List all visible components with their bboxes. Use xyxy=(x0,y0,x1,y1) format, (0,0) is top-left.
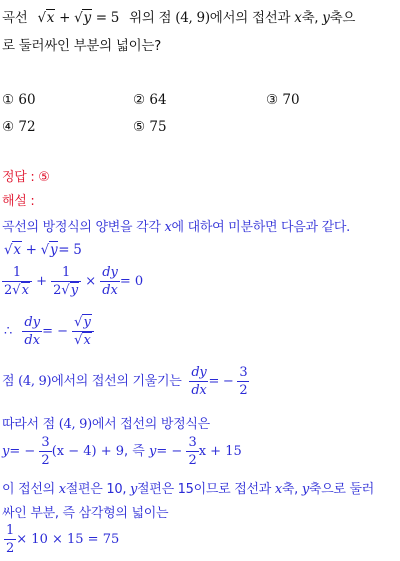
numerator: dy xyxy=(24,315,41,330)
slope-text: 에서의 접선의 기울기는 xyxy=(51,374,182,389)
option-value: 75 xyxy=(149,119,167,135)
numerator: 3 xyxy=(41,435,50,450)
var-y: y xyxy=(130,482,138,497)
numerator: dy xyxy=(191,365,207,380)
var-x: x xyxy=(164,220,172,235)
fraction-3-over-2 xyxy=(237,366,249,397)
var-y: y xyxy=(2,444,10,459)
sqrt-x: x xyxy=(21,283,29,298)
numerator: 1 xyxy=(6,523,15,538)
denominator: dx xyxy=(22,331,42,347)
numerator: dy xyxy=(102,265,118,280)
var-y: y xyxy=(301,482,309,497)
option-1[interactable] xyxy=(2,92,36,108)
option-2[interactable] xyxy=(133,92,167,108)
fraction-3-over-2 xyxy=(186,436,198,467)
point-coords: (4, 9) xyxy=(175,10,210,26)
option-marker: ⑤ xyxy=(133,119,146,135)
denominator: 2 xyxy=(41,453,50,468)
plus-sign: + xyxy=(25,242,37,258)
denominator: dx xyxy=(189,381,208,397)
option-3[interactable] xyxy=(266,92,300,108)
question-text: 위의 점 xyxy=(129,10,172,26)
point-coords: (4, 9) xyxy=(58,417,92,432)
question-text: 에서의 접선과 xyxy=(209,10,291,26)
sqrt-y: y xyxy=(83,315,91,330)
explanation-label: 해설 : xyxy=(2,194,35,209)
separator-text: , 즉 xyxy=(124,444,145,459)
var-x: x xyxy=(274,482,282,497)
slope-text: 점 xyxy=(2,374,15,389)
question-line-2: 로 둘러싸인 부분의 넓이는? xyxy=(2,38,161,54)
intro-text: 에 대하여 미분하면 다음과 같다. xyxy=(171,220,351,235)
therefore-sign: ∴ xyxy=(4,324,13,339)
tangent-expr: (x − 4) + 9 xyxy=(51,444,125,459)
question-text: 축으 xyxy=(329,10,356,26)
var-y: y xyxy=(149,444,157,459)
question-text: 축, xyxy=(301,10,319,26)
intercept-text: 절편은 10, xyxy=(65,482,127,497)
tangent-expr: x + 15 xyxy=(198,444,242,459)
var-x: x xyxy=(58,482,66,497)
fraction-dy-dx xyxy=(22,316,42,347)
fraction-dy-dx xyxy=(100,266,120,297)
denominator: 2 xyxy=(6,541,15,556)
equals-five: = 5 xyxy=(95,10,120,26)
sqrt-y: y xyxy=(83,10,91,26)
answer-line xyxy=(2,166,50,185)
equals-minus: = − xyxy=(156,444,183,459)
plus-sign: + xyxy=(59,10,71,26)
option-value: 64 xyxy=(149,92,167,108)
denominator: 2 xyxy=(188,453,197,468)
answer-label: 정답 : xyxy=(2,170,35,185)
tangent-label: 에서 접선의 방정식은 xyxy=(91,417,210,432)
slope-line xyxy=(2,366,249,397)
equals-five: = 5 xyxy=(58,242,82,258)
explanation-intro xyxy=(2,216,350,235)
numerator: 3 xyxy=(239,365,248,380)
fraction-1-over-2sqrty: $\frac{1}{2√y}$ xyxy=(51,266,81,297)
equation-3 xyxy=(4,316,94,347)
sqrt-y: y xyxy=(70,283,79,298)
equals-minus: = − xyxy=(42,324,69,339)
area-equation xyxy=(4,524,119,555)
equation-2 xyxy=(2,266,143,297)
fraction-1-over-2 xyxy=(4,524,16,555)
numerator: 3 xyxy=(188,435,197,450)
intercept-text: 이 접선의 xyxy=(2,482,55,497)
var-y: y xyxy=(322,10,330,26)
question-line-1: 곡선 √x + √y = 5 위의 점 (4, 9)에서의 접선과 x축, y축으 xyxy=(2,10,356,26)
equals-minus: = − xyxy=(208,374,234,389)
sqrt-x: x xyxy=(13,242,21,258)
intercept-text: 축으로 둘러 xyxy=(308,482,374,497)
numerator: 1 xyxy=(61,265,71,280)
fraction-dy-dx xyxy=(189,366,208,397)
option-value: 72 xyxy=(18,119,36,135)
intro-text: 곡선의 방정식의 양변을 각각 xyxy=(2,220,161,235)
var-x: x xyxy=(294,10,302,26)
option-marker: ③ xyxy=(266,92,279,108)
equals-minus: = − xyxy=(9,444,36,459)
option-marker: ① xyxy=(2,92,15,108)
fraction-3-over-2 xyxy=(39,436,51,467)
option-value: 70 xyxy=(282,92,300,108)
sqrt-x: x xyxy=(83,333,91,348)
denominator: 2 xyxy=(239,383,248,398)
equals-zero: = 0 xyxy=(119,274,144,289)
option-4[interactable] xyxy=(2,119,36,135)
equation-1: √x + √y= 5 xyxy=(4,242,82,258)
point-coords: (4, 9) xyxy=(18,374,52,389)
area-expr: × 10 × 15 = 75 xyxy=(16,532,120,547)
intercept-text: 축, xyxy=(281,482,298,497)
times-sign: × xyxy=(85,274,97,289)
option-value: 60 xyxy=(18,92,36,108)
plus-sign: + xyxy=(36,274,47,289)
tangent-text xyxy=(2,413,210,432)
option-marker: ④ xyxy=(2,119,15,135)
answer-value: ⑤ xyxy=(38,170,50,185)
option-5[interactable] xyxy=(133,119,167,135)
sqrt-x: x xyxy=(46,10,55,26)
fraction-sqrty-over-sqrtx: $\frac{√y}{√x}$ xyxy=(72,316,94,347)
question-text: 곡선 xyxy=(2,10,28,26)
denominator: dx xyxy=(100,281,120,297)
tangent-label: 따라서 점 xyxy=(2,417,55,432)
fraction-1-over-2sqrtx: $\frac{1}{2√x}$ xyxy=(2,266,32,297)
denominator-coef: 2 xyxy=(53,283,62,298)
intercept-text: 절편은 15이므로 접선과 xyxy=(137,482,271,497)
area-text: 싸인 부분, 즉 삼각형의 넓이는 xyxy=(2,506,169,521)
denominator-coef: 2 xyxy=(4,283,13,298)
sqrt-y: y xyxy=(49,242,58,258)
intercept-line xyxy=(2,478,374,497)
option-marker: ② xyxy=(133,92,146,108)
tangent-equation xyxy=(2,436,242,467)
numerator: 1 xyxy=(12,265,22,280)
